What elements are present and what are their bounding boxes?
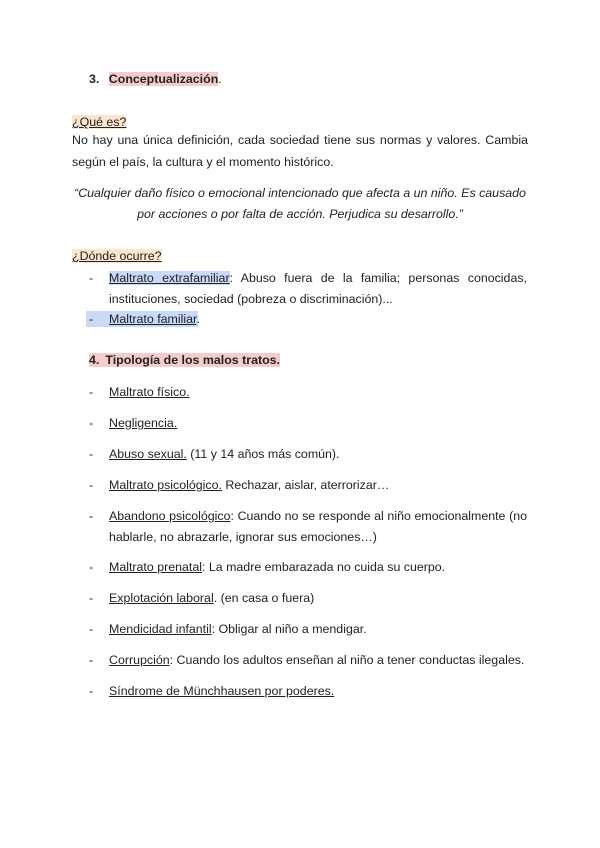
list-dash: - (89, 509, 94, 523)
donde-ocurre-heading: ¿Dónde ocurre? (72, 249, 162, 263)
section-3-number: 3. (89, 72, 100, 86)
list-item-maltrato-prenatal: Maltrato prenatal: La madre embarazada no cuida su cuerpo. (109, 560, 446, 574)
section-4-number: 4. (89, 353, 100, 367)
extrafamiliar-desc: : Abuso fuera de la familia; personas conocidas, (229, 271, 527, 285)
que-es-heading: ¿Qué es? (72, 115, 127, 129)
list-item-abandono-line-1: Abandono psicológico: Cuando no se responde al niño emocionalmente (no (109, 509, 527, 523)
quote-line-1: “Cualquier daño físico o emocional intencionado que afecta a un niño. Es causado (74, 186, 526, 200)
list-dash: - (89, 447, 94, 461)
list-item-maltrato-fisico: Maltrato físico. (109, 385, 190, 399)
list-item-extrafamiliar-line-2: instituciones, sociedad (pobreza o discriminación)... (109, 292, 393, 306)
list-dash: - (89, 312, 94, 326)
list-item-corrupcion: Corrupción: Cuando los adultos enseñan al niño a tener conductas ilegales. (109, 653, 525, 667)
extrafamiliar-term: Maltrato extrafamiliar (109, 271, 230, 285)
que-es-line-1: No hay una única definición, cada sociedad tiene sus normas y valores. Cambia (72, 133, 528, 147)
list-dash: - (89, 591, 94, 605)
list-item-abandono-line-2: hablarle, no abrazarle, ignorar sus emociones…) (109, 530, 377, 544)
list-dash: - (89, 416, 94, 430)
list-item-abuso-sexual: Abuso sexual. (11 y 14 años más común). (109, 447, 340, 461)
list-dash: - (89, 560, 94, 574)
list-dash: - (89, 653, 94, 667)
list-item-negligencia: Negligencia. (109, 416, 178, 430)
list-item-munchhausen: Síndrome de Münchhausen por poderes. (109, 684, 335, 698)
list-dash: - (89, 622, 94, 636)
section-4-title: Tipología de los malos tratos. (99, 353, 280, 367)
list-item-familiar: Maltrato familiar. (109, 312, 200, 326)
list-item-extrafamiliar-line-1 (109, 271, 527, 286)
familiar-term: Maltrato familiar (109, 312, 197, 326)
section-3-title: Conceptualización (108, 72, 219, 86)
section-3-period: . (218, 72, 222, 86)
quote-line-2: por acciones o por falta de acción. Perjudica su desarrollo.” (137, 207, 463, 221)
list-dash: - (89, 478, 94, 492)
list-item-mendicidad-infantil: Mendicidad infantil: Obligar al niño a mendigar. (109, 622, 367, 636)
que-es-line-2: según el país, la cultura y el momento histórico. (72, 155, 334, 169)
list-item-maltrato-psicologico: Maltrato psicológico. Rechazar, aislar, aterrorizar… (109, 478, 390, 492)
list-item-explotacion-laboral: Explotación laboral. (en casa o fuera) (109, 591, 315, 605)
section-4-heading (89, 353, 280, 368)
list-dash: - (89, 385, 94, 399)
list-dash: - (89, 271, 94, 285)
section-3-heading (89, 72, 222, 87)
list-dash: - (89, 684, 94, 698)
